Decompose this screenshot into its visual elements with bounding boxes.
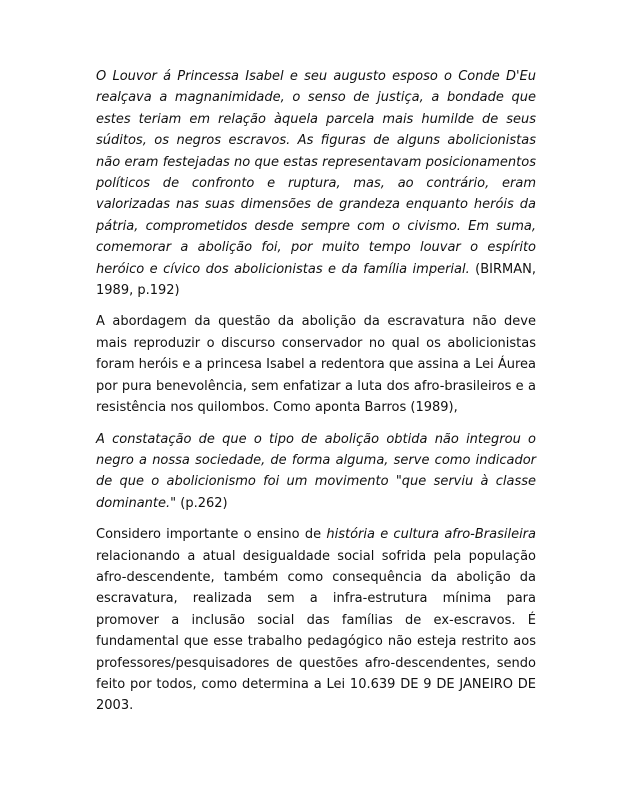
body-paragraph — [96, 524, 536, 717]
body-paragraph: A abordagem da questão da abolição da escravatura não deve mais reproduzir o discurso conservador no qual os abolicionistas foram heróis e a princesa Isabel a redentora que assina a Lei Áurea por pura benevolência, sem enfatizar a luta dos afro-brasileiros e a resistência nos quilombos. Como aponta Barros (1989), — [96, 314, 536, 416]
quote-text: O Louvor á Princessa Isabel e seu augusto esposo o Conde D'Eu realçava a magnanimidade, o senso de justiça, a bondade que estes teriam em relação àquela parcela mais humilde de seus súditos, os negros escravos. As figuras de alguns abolicionistas não eram festejadas no que estas representavam posicionamentos políticos de confronto e ruptura, mas, ao contrário, eram valorizadas nas suas dimensões de grandeza enquanto heróis da pátria, comprometidos desde sempre com o civismo. Em suma, comemorar a abolição foi, por muito tempo louvar o espírito heróico e cívico dos abolicionistas e da família imperial. — [96, 69, 536, 277]
paragraph-gap — [96, 514, 536, 524]
block-quote-barros — [96, 429, 536, 515]
quote-citation: (p.262) — [176, 495, 228, 511]
block-quote-birman — [96, 66, 536, 301]
quote-text: A constatação de que o tipo de abolição obtida não integrou o negro a nossa sociedade, de forma alguma, serve como indicador de que o abolicionismo foi um movimento "que serviu à classe dominante." — [96, 431, 536, 511]
document-body — [96, 66, 536, 717]
emphasized-text: história e cultura afro-Brasileira — [326, 527, 536, 543]
paragraph-text: Considero importante o ensino de — [96, 527, 327, 543]
paragraph-gap — [96, 419, 536, 429]
paragraph-text: relacionando a atual desigualdade social sofrida pela população afro-descendente, também como consequência da abolição da escravatura, realizada sem a infra-estrutura mínima para promover a inclusão social das famílias de ex-escravos. É fundamental que esse trabalho pedagógico não esteja restrito aos professores/pesquisadores de questões afro-descendentes, sendo feito por todos, como determina a Lei 10.639 DE 9 DE JANEIRO DE 2003. — [96, 548, 536, 714]
quote-citation: (BIRMAN, 1989, p.192) — [96, 261, 536, 299]
paragraph-gap — [96, 301, 536, 311]
